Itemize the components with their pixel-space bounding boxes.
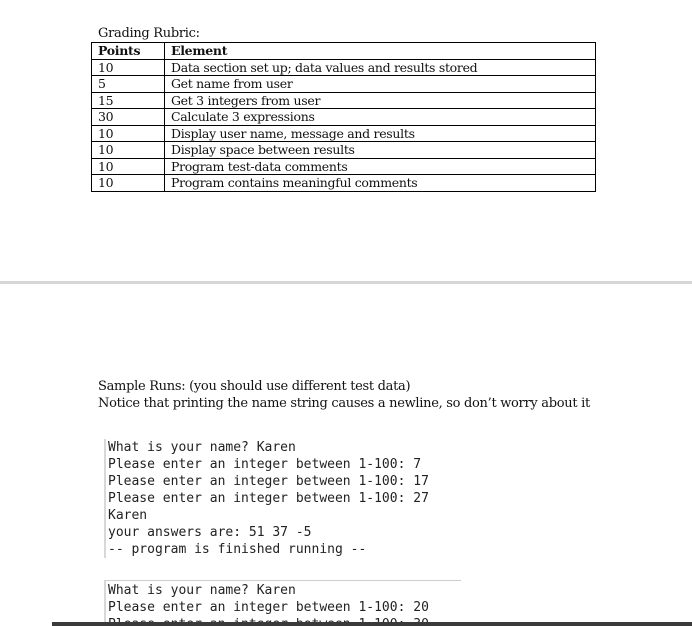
- console-line: Please enter an integer between 1-100: 20: [108, 600, 429, 615]
- table-row: [92, 92, 596, 109]
- console-line: What is your name? Karen: [108, 583, 296, 598]
- points-cell: 10: [92, 59, 165, 76]
- table-row: [92, 109, 596, 126]
- console-output-1: [104, 439, 461, 558]
- console-line: -- program is finished running --: [108, 542, 367, 557]
- table-row: [92, 125, 596, 142]
- element-cell: Get name from user: [165, 76, 596, 93]
- element-cell: Calculate 3 expressions: [165, 109, 596, 126]
- console-line: Karen: [108, 508, 148, 523]
- bottom-edge-bar: [52, 622, 692, 626]
- table-row: [92, 175, 596, 192]
- table-row: [92, 59, 596, 76]
- console-line: Please enter an integer between 1-100: 7: [108, 457, 422, 472]
- points-cell: 10: [92, 158, 165, 175]
- table-row: [92, 76, 596, 93]
- element-cell: Data section set up; data values and results stored: [165, 59, 596, 76]
- console-line: What is your name? Karen: [108, 440, 296, 455]
- console-output-2: [104, 580, 461, 626]
- table-row: [92, 158, 596, 175]
- table-row: [92, 142, 596, 159]
- sample-runs-page: [0, 284, 692, 626]
- console-line: your answers are: 51 37 -5: [108, 525, 312, 540]
- rubric-title: Grading Rubric:: [98, 26, 200, 41]
- points-header: Points: [92, 43, 165, 60]
- sample-runs-title: Sample Runs: (you should use different test data): [98, 379, 411, 394]
- console-line: Please enter an integer between 1-100: 27: [108, 491, 429, 506]
- element-cell: Display space between results: [165, 142, 596, 159]
- points-cell: 10: [92, 125, 165, 142]
- element-cell: Program contains meaningful comments: [165, 175, 596, 192]
- element-cell: Program test-data comments: [165, 158, 596, 175]
- element-cell: Get 3 integers from user: [165, 92, 596, 109]
- console-line: Please enter an integer between 1-100: 17: [108, 474, 429, 489]
- points-cell: 15: [92, 92, 165, 109]
- points-cell: 5: [92, 76, 165, 93]
- rubric-table: [91, 42, 596, 192]
- element-header: Element: [165, 43, 596, 60]
- points-cell: 30: [92, 109, 165, 126]
- points-cell: 10: [92, 175, 165, 192]
- rubric-header-row: [92, 43, 596, 60]
- points-cell: 10: [92, 142, 165, 159]
- sample-runs-note: Notice that printing the name string causes a newline, so don’t worry about it: [98, 396, 590, 411]
- rubric-page: [0, 0, 692, 281]
- element-cell: Display user name, message and results: [165, 125, 596, 142]
